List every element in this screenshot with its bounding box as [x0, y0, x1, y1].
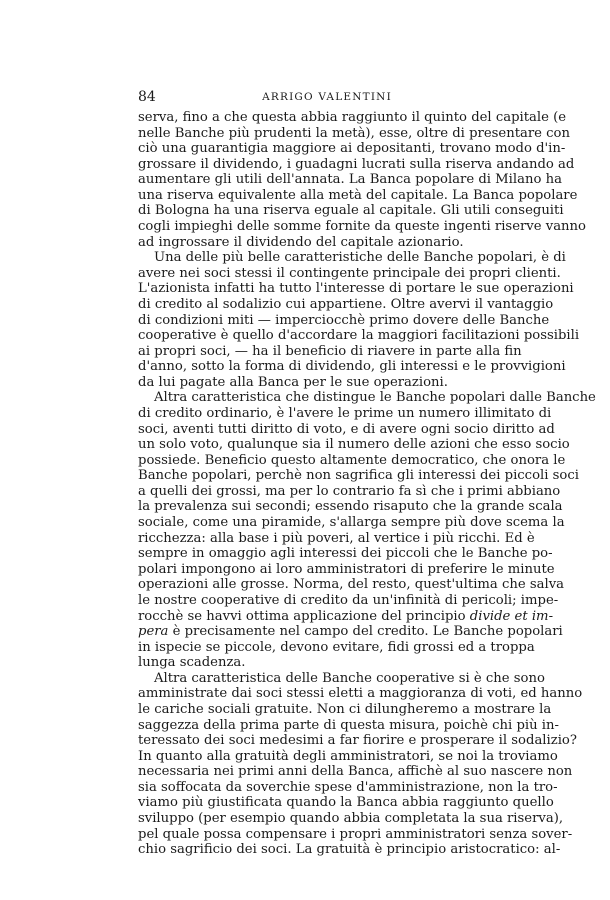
text-line: avere nei soci stessi il contingente principale dei propri clienti.: [138, 265, 561, 281]
text-line: in ispecie se piccole, devono evitare, fidi grossi ed a troppa: [138, 639, 535, 655]
text-line: saggezza della prima parte di questa misura, poichè chi più in-: [138, 717, 559, 733]
text-line: necessaria nei primi anni della Banca, affichè al suo nascere non: [138, 764, 573, 780]
text-line: possiede. Beneficio questo altamente democratico, che onora le: [138, 452, 566, 468]
text-line: In quanto alla gratuità degli amministratori, se noi la troviamo: [138, 748, 558, 764]
text-line: di Bologna ha una riserva eguale al capitale. Gli utili conseguiti: [138, 203, 564, 219]
page-header: [138, 89, 516, 105]
text-line: d'anno, sotto la forma di dividendo, gli interessi e le provvigioni: [138, 359, 566, 375]
text-line: di credito ordinario, è l'avere le prime un numero illimitato di: [138, 405, 552, 421]
text-line: a quelli dei grossi, ma per lo contrario fa sì che i primi abbiano: [138, 483, 561, 499]
text-line: Banche popolari, perchè non sagrifica gli interessi dei piccoli soci: [138, 468, 579, 484]
text-line: serva, fino a che questa abbia raggiunto il quinto del capitale (e: [138, 110, 567, 125]
text-line: viamo più giustificata quando la Banca abbia raggiunto quello: [138, 795, 554, 811]
text-line: una riserva equivalente alla metà del capitale. La Banca popolare: [138, 187, 578, 203]
paragraph-start-line: Altra caratteristica delle Banche cooperative si è che sono: [154, 670, 545, 686]
text-line: un solo voto, qualunque sia il numero delle azioni che esso socio: [138, 437, 570, 453]
text-line: ad ingrossare il dividendo del capitale azionario.: [138, 234, 464, 250]
text-line: le cariche sociali gratuite. Non ci dilungheremo a mostrare la: [138, 701, 552, 717]
text-line: di credito al sodalizio cui appartiene. Oltre avervi il vantaggio: [138, 296, 554, 312]
text-line: teressato dei soci medesimi a far fiorire e prosperare il sodalizio?: [138, 733, 577, 749]
text-line: pel quale possa compensare i propri amministratori senza sover-: [138, 826, 573, 842]
text-line: di condizioni miti — imperciocchè primo dovere delle Banche: [138, 312, 550, 328]
text-line: ai propri soci, — ha il beneficio di riavere in parte alla fin: [138, 343, 522, 359]
italic-emphasis: divide et im-: [469, 608, 554, 624]
text-line: da lui pagate alla Banca per le sue operazioni.: [138, 374, 448, 390]
text-line: amministrate dai soci stessi eletti a maggioranza di voti, ed hanno: [138, 686, 583, 702]
body-text: [138, 110, 596, 858]
text-line: L'azionista infatti ha tutto l'interesse di portare le sue operazioni: [138, 281, 574, 297]
text-line: grossare il dividendo, i guadagni lucrati sulla riserva andando ad: [138, 156, 575, 172]
text-line: polari impongono ai loro amministratori di preferire le minute: [138, 561, 555, 577]
text-line: operazioni alle grosse. Norma, del resto, quest'ultima che salva: [138, 577, 565, 593]
text-line-with-italic: pera è precisamente nel campo del credito. Le Banche popolari: [138, 624, 563, 640]
running-head: ARRIGO VALENTINI: [262, 91, 392, 103]
text-line: la prevalenza sui secondi; essendo risaputo che la grande scala: [138, 499, 563, 515]
page-number: 84: [138, 89, 156, 105]
text-line-with-italic: rocchè se havvi ottima applicazione del principio divide et im-: [138, 608, 554, 624]
text-line: lunga scadenza.: [138, 655, 246, 671]
text-line: cogli impieghi delle somme fornite da queste ingenti riserve vanno: [138, 219, 586, 235]
italic-emphasis: pera: [138, 624, 169, 640]
text-line: sociale, come una piramide, s'allarga sempre più dove scema la: [138, 515, 565, 531]
text-line: ciò una guarantigia maggiore ai depositanti, trovano modo d'in-: [138, 141, 566, 157]
text-line: le nostre cooperative di credito da un'infinità di pericoli; impe-: [138, 592, 559, 608]
text-line: soci, aventi tutti diritto di voto, e di avere ogni socio diritto ad: [138, 421, 555, 437]
text-line: aumentare gli utili dell'annata. La Banca popolare di Milano ha: [138, 172, 562, 188]
text-line: cooperative è quello d'accordare la maggiori facilitazioni possibili: [138, 328, 580, 344]
paragraph-start-line: Altra caratteristica che distingue le Banche popolari dalle Banche: [154, 390, 596, 406]
text-line: sviluppo (per esempio quando abbia completata la sua riserva),: [138, 811, 564, 827]
text-line: sempre in omaggio agli interessi dei piccoli che le Banche po-: [138, 546, 553, 562]
text-line: chio sagrificio dei soci. La gratuità è principio aristocratico: al-: [138, 842, 561, 858]
text-line: nelle Banche più prudenti la metà), esse, oltre di presentare con: [138, 125, 570, 141]
text-line: sia soffocata da soverchie spese d'amministrazione, non la tro-: [138, 779, 558, 795]
paragraph-start-line: Una delle più belle caratteristiche delle Banche popolari, è di: [154, 250, 566, 266]
text-line: ricchezza: alla base i più poveri, al vertice i più ricchi. Ed è: [138, 530, 535, 546]
